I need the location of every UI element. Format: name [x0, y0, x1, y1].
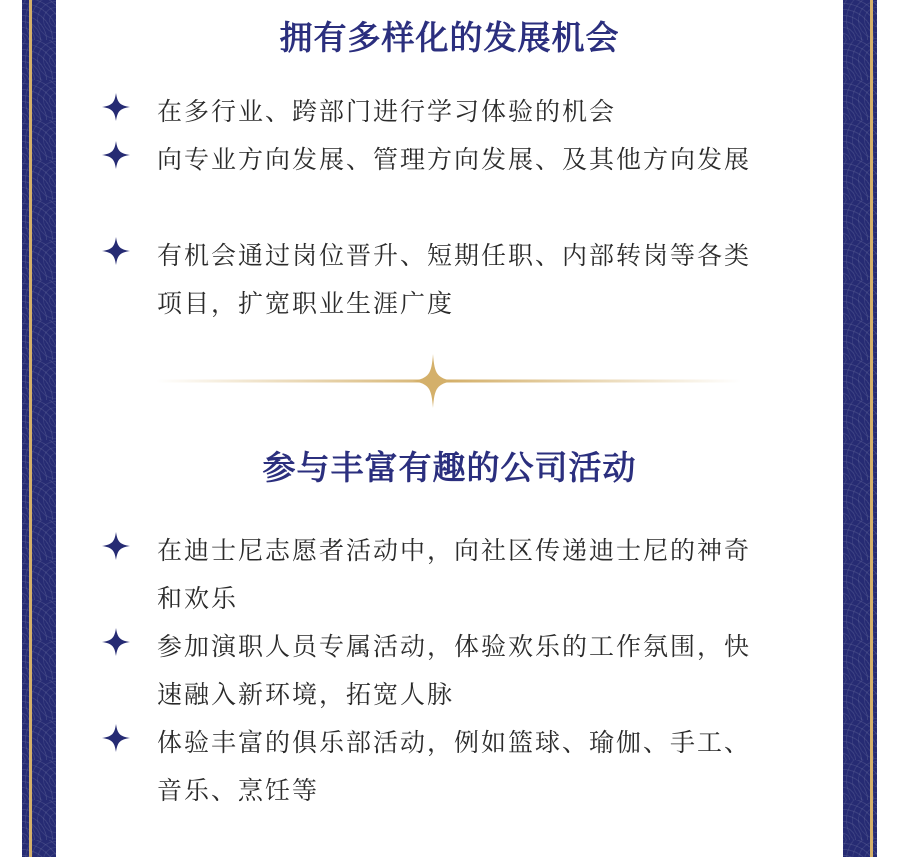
left-gold-stripe: [29, 0, 32, 857]
four-point-star-icon: [101, 627, 131, 657]
four-point-star-icon: [101, 531, 131, 561]
list-item-text: 在迪士尼志愿者活动中，向社区传递迪士尼的神奇和欢乐: [157, 536, 752, 613]
four-point-star-icon: [101, 236, 131, 266]
four-point-star-icon: [101, 92, 131, 122]
four-point-star-icon: [101, 140, 131, 170]
gold-sparkle-divider-icon: [156, 354, 741, 408]
list-item-text: 体验丰富的俱乐部活动，例如篮球、瑜伽、手工、音乐、烹饪等: [157, 728, 752, 805]
list-item-text: 向专业方向发展、管理方向发展、及其他方向发展: [157, 145, 752, 174]
section-title-activities: 参与丰富有趣的公司活动: [262, 448, 637, 487]
content-panel: [56, 0, 843, 857]
right-gold-stripe: [870, 0, 873, 857]
left-decorative-border: [22, 0, 56, 857]
list-item-text: 有机会通过岗位晋升、短期任职、内部转岗等各类项目，扩宽职业生涯广度: [157, 241, 752, 318]
four-point-star-icon: [101, 723, 131, 753]
list-item-text: 参加演职人员专属活动，体验欢乐的工作氛围，快速融入新环境，拓宽人脉: [157, 632, 752, 709]
list-item-text: 在多行业、跨部门进行学习体验的机会: [157, 97, 617, 126]
section-title-development: 拥有多样化的发展机会: [279, 18, 620, 57]
